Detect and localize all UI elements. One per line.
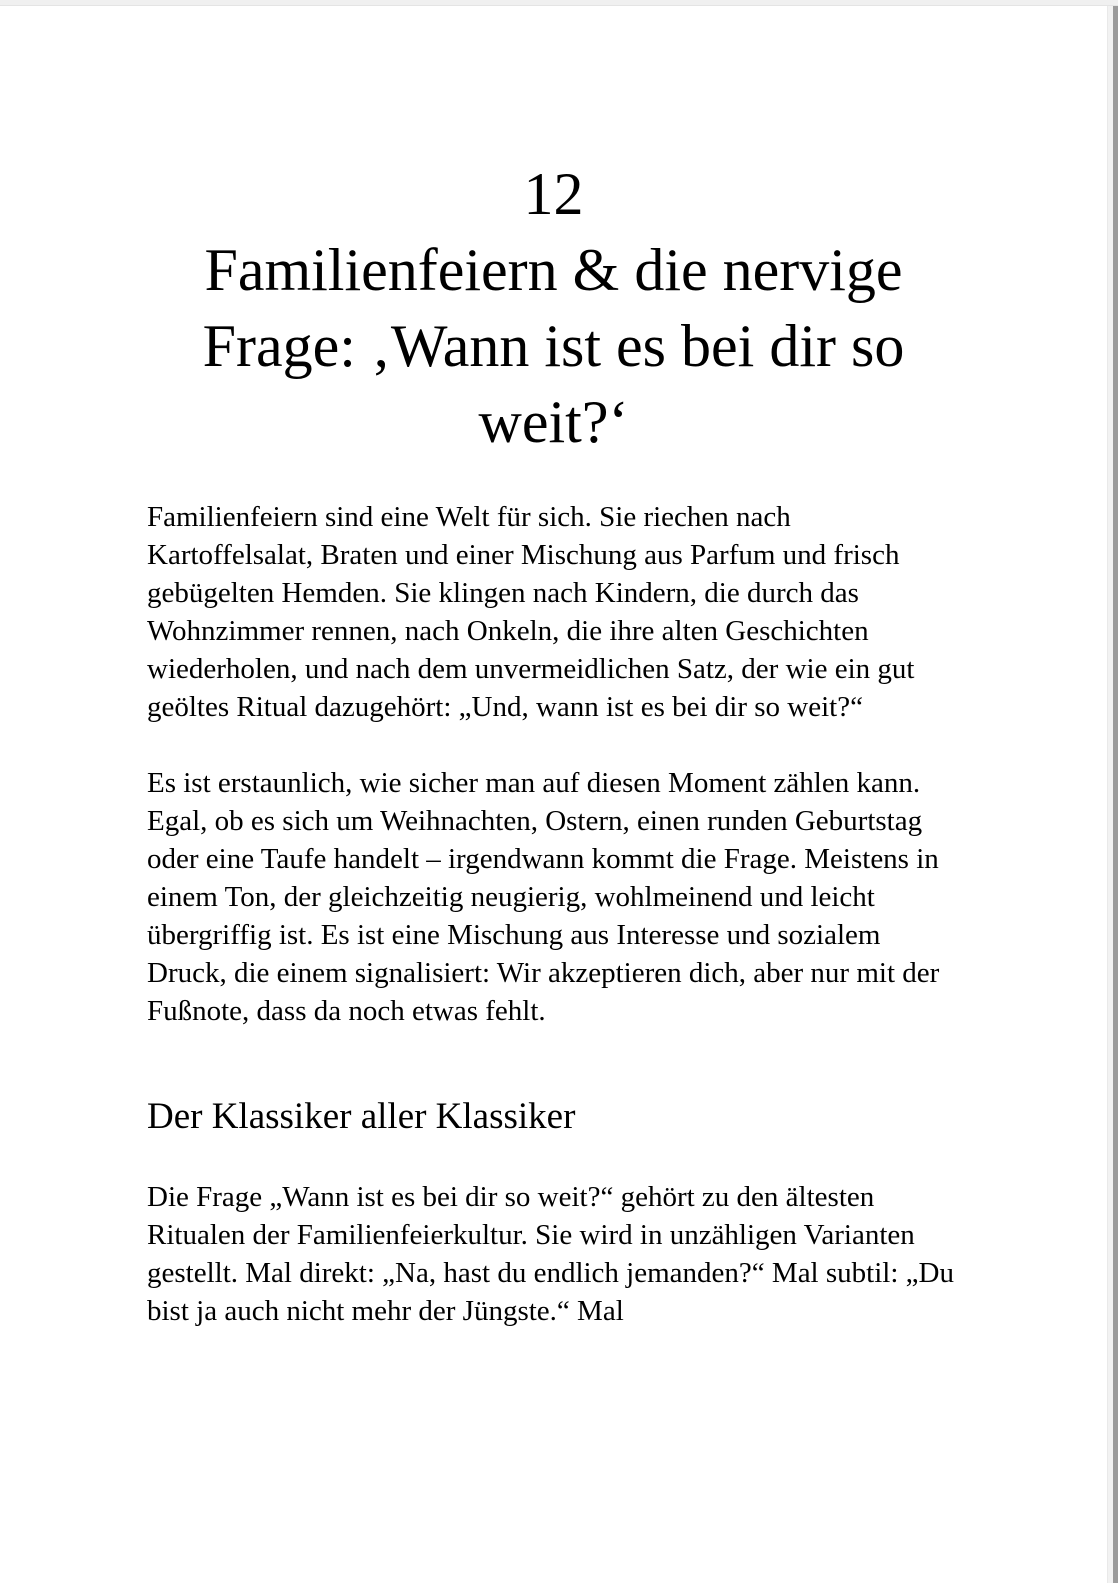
window-top-edge (0, 0, 1118, 6)
chapter-header (147, 156, 960, 460)
section-heading: Der Klassiker aller Klassiker (147, 1096, 576, 1137)
chapter-number: 12 (523, 161, 584, 227)
paragraph: Es ist erstaunlich, wie sicher man auf diesen Moment zählen kann. Egal, ob es sich um Weihnachten, Ostern, einen runden Geburtstag oder eine Taufe handelt – irgendwann kommt die Frage. Meistens in einem Ton, der gleichzeitig neugierig, wohlmeinend und leicht übergriffig ist. Es ist eine Mischung aus Interesse und sozialem Druck, die einem signalisiert: Wir akzeptieren dich, aber nur mit der Fußnote, dass da noch etwas fehlt. (147, 767, 940, 1027)
paragraph: Familienfeiern sind eine Welt für sich. Sie riechen nach Kartoffelsalat, Braten und einer Mischung aus Parfum und frisch gebügelten Hemden. Sie klingen nach Kindern, die durch das Wohnzimmer rennen, nach Onkeln, die ihre alten Geschichten wiederholen, und nach dem unvermeidlichen Satz, der wie ein gut geöltes Ritual dazugehört: „Und, wann ist es bei dir so weit?“ (147, 501, 915, 723)
chapter-title (147, 232, 960, 460)
chapter-title-line: Frage: ‚Wann ist es bei dir so (202, 313, 905, 379)
window-right-border (1107, 6, 1118, 1583)
paragraph: Die Frage „Wann ist es bei dir so weit?“ gehört zu den ältesten Ritualen der Familienfeierkultur. Sie wird in unzähligen Varianten gestellt. Mal direkt: „Na, hast du endlich jemanden?“ Mal subtil: „Du bist ja auch nicht mehr der Jüngste.“ Mal (147, 1181, 954, 1327)
chapter-title-line: weit?‘ (478, 389, 629, 455)
chapter-title-line: Familienfeiern & die nervige (204, 237, 903, 303)
document-page (0, 6, 1107, 1583)
